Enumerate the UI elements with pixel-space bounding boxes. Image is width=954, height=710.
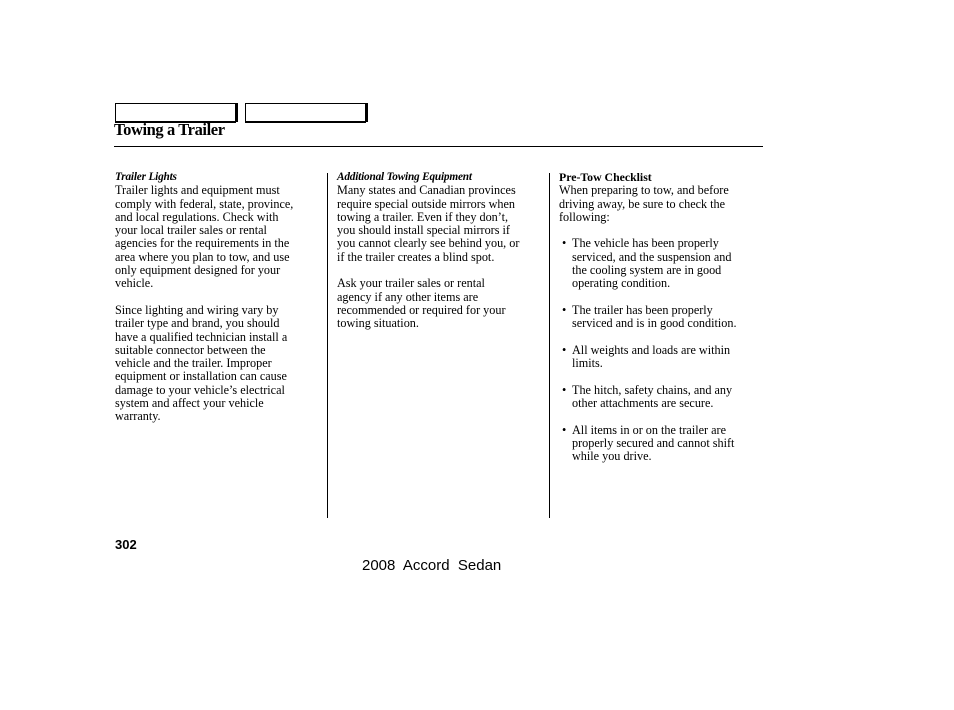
- section-heading-additional-towing-equipment: Additional Towing Equipment: [337, 171, 472, 183]
- text-line: you should install special mirrors if: [337, 223, 510, 238]
- paragraph: [337, 277, 545, 330]
- bullet-icon: •: [562, 302, 567, 317]
- bullet-icon: •: [562, 236, 567, 251]
- text-line: vehicle and the trailer. Improper: [115, 356, 272, 371]
- text-line: following:: [559, 209, 610, 224]
- text-line: only equipment designed for your: [115, 263, 281, 278]
- text-line: All items in or on the trailer are: [572, 422, 726, 437]
- checklist-item: [559, 304, 763, 331]
- text-line: suitable connector between the: [115, 342, 266, 357]
- text-line: limits.: [572, 356, 603, 371]
- text-line: When preparing to tow, and before: [559, 183, 729, 198]
- bullet-icon: •: [562, 382, 567, 397]
- title-divider: [114, 146, 763, 147]
- text-line: towing a trailer. Even if they don’t,: [337, 209, 509, 224]
- paragraph: [115, 304, 320, 424]
- text-line: Many states and Canadian provinces: [337, 183, 516, 198]
- text-line: The vehicle has been properly: [572, 236, 719, 251]
- text-line: vehicle.: [115, 276, 154, 291]
- text-line: other attachments are secure.: [572, 396, 714, 411]
- text-line: recommended or required for your: [337, 302, 506, 317]
- text-line: All weights and loads are within: [572, 342, 731, 357]
- nav-tab-box-2[interactable]: [245, 103, 366, 122]
- text-line: agencies for the requirements in the: [115, 236, 290, 251]
- section-heading-pre-tow-checklist: Pre-Tow Checklist: [559, 170, 652, 184]
- footer-model-name: 2008 Accord Sedan: [362, 557, 502, 574]
- checklist-item: [559, 344, 763, 371]
- text-line: serviced and is in good condition.: [572, 316, 737, 331]
- text-line: damage to your vehicle’s electrical: [115, 382, 285, 397]
- paragraph: [337, 184, 545, 264]
- text-line: comply with federal, state, province,: [115, 196, 294, 211]
- text-line: if the trailer creates a blind spot.: [337, 249, 495, 264]
- column-additional-towing-equipment: [337, 171, 545, 331]
- text-line: serviced, and the suspension and: [572, 249, 732, 264]
- bullet-icon: •: [562, 342, 567, 357]
- paragraph: [115, 184, 320, 290]
- checklist-item: [559, 237, 763, 290]
- text-line: area where you plan to tow, and use: [115, 249, 290, 264]
- paragraph: [559, 184, 763, 224]
- text-line: warranty.: [115, 409, 161, 424]
- column-pre-tow-checklist: [559, 171, 763, 464]
- text-line: and local regulations. Check with: [115, 209, 279, 224]
- page-title: Towing a Trailer: [114, 120, 225, 139]
- text-line: system and affect your vehicle: [115, 396, 264, 411]
- section-heading-trailer-lights: Trailer Lights: [115, 171, 177, 183]
- text-line: the cooling system are in good: [572, 263, 722, 278]
- text-line: agency if any other items are: [337, 289, 479, 304]
- text-line: Ask your trailer sales or rental: [337, 276, 485, 291]
- text-line: Trailer lights and equipment must: [115, 183, 280, 198]
- text-line: equipment or installation can cause: [115, 369, 287, 384]
- text-line: you cannot clearly see behind you, or: [337, 236, 520, 251]
- checklist-item: [559, 424, 763, 464]
- column-divider-1: [327, 173, 328, 518]
- text-line: driving away, be sure to check the: [559, 196, 726, 211]
- text-line: properly secured and cannot shift: [572, 435, 735, 450]
- text-line: operating condition.: [572, 276, 671, 291]
- text-line: The hitch, safety chains, and any: [572, 382, 733, 397]
- text-line: trailer type and brand, you should: [115, 316, 280, 331]
- text-line: while you drive.: [572, 449, 652, 464]
- text-line: have a qualified technician install a: [115, 329, 288, 344]
- column-trailer-lights: [115, 171, 320, 424]
- bullet-icon: •: [562, 422, 567, 437]
- checklist-item: [559, 384, 763, 411]
- text-line: require special outside mirrors when: [337, 196, 516, 211]
- text-line: Since lighting and wiring vary by: [115, 302, 279, 317]
- text-line: towing situation.: [337, 316, 419, 331]
- column-divider-2: [549, 173, 550, 518]
- page-number: 302: [115, 537, 137, 552]
- text-line: your local trailer sales or rental: [115, 223, 267, 238]
- text-line: The trailer has been properly: [572, 302, 713, 317]
